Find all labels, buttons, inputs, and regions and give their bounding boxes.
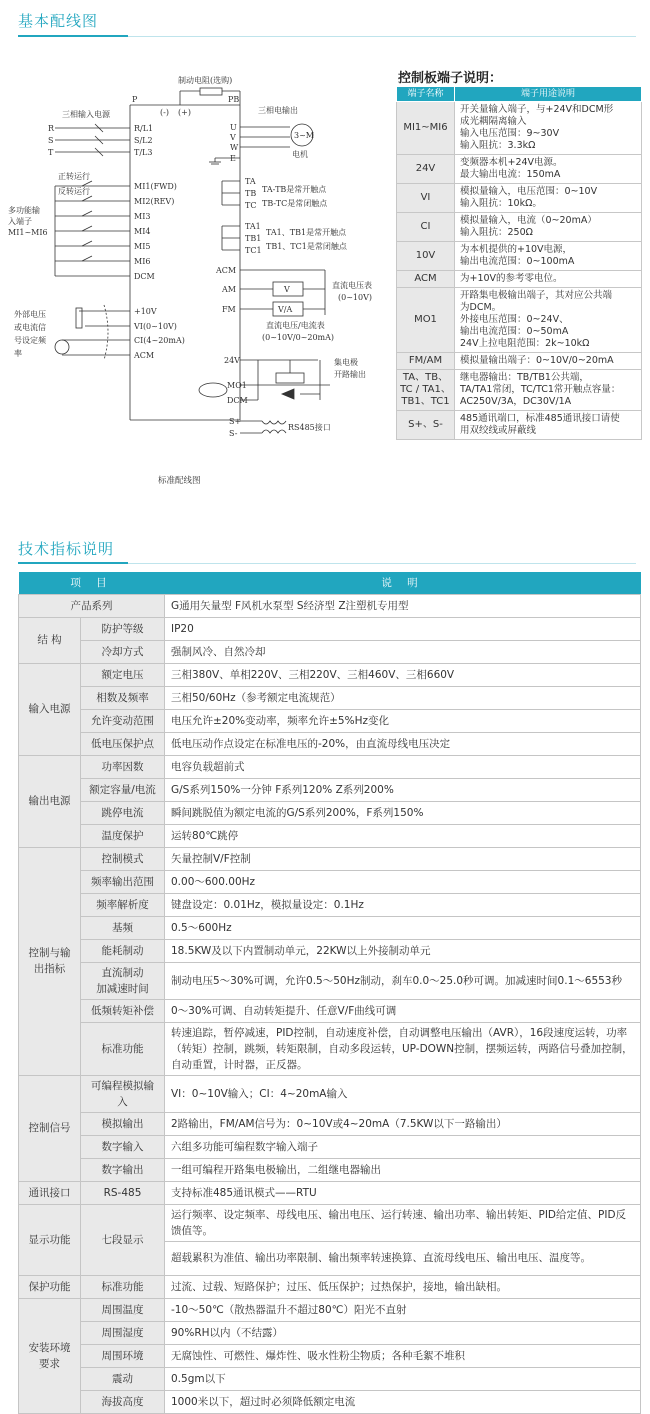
- terminal-name: 24V: [397, 155, 455, 184]
- terminal-minus: (-): [160, 108, 169, 117]
- spec-row: [19, 617, 641, 640]
- terminal-row: [397, 242, 642, 271]
- terminal-desc-line: 模拟量输入，电流（0~20mA）: [460, 215, 597, 226]
- spec-subitem-line: 直流制动: [101, 966, 144, 979]
- terminal-name: [397, 370, 455, 411]
- spec-subitem: 低电压保护点: [81, 732, 165, 755]
- terminal-name: ACM: [397, 271, 455, 288]
- terminal-desc-line: 继电器输出：TB/TB1公共端，: [460, 372, 589, 383]
- terminal-u: U: [230, 123, 237, 132]
- spec-value: 一组可编程开路集电极输出，二组继电器输出: [165, 1158, 641, 1181]
- spec-row: [19, 1135, 641, 1158]
- ext-voltage-label-2: 或电流信: [14, 323, 46, 332]
- terminal-desc-line: 开关量输入端子，与+24V和DCM形: [460, 104, 614, 115]
- spec-row: [19, 824, 641, 847]
- relay-note-1: TA-TB是常开触点: [262, 185, 327, 194]
- spec-value: 三相50/60Hz（参考额定电流规范）: [165, 686, 641, 709]
- terminal-name: S+、S-: [397, 411, 455, 440]
- terminal-mi3: MI3: [134, 212, 151, 221]
- terminal-desc: [455, 155, 642, 184]
- terminal-desc: [455, 242, 642, 271]
- spec-category-line: 安装环境: [28, 1341, 71, 1354]
- spec-subitem: 周围湿度: [81, 1321, 165, 1344]
- section-title-specs: 技术指标说明: [18, 540, 115, 558]
- spec-table: [18, 572, 641, 1414]
- dc-voltmeter-range: (0~10V): [338, 293, 372, 302]
- spec-subitem: 额定容量/电流: [81, 778, 165, 801]
- terminal-desc-line: 输入阻抗：250Ω: [460, 227, 533, 238]
- spec-row: [19, 663, 641, 686]
- terminal-name: MO1: [397, 288, 455, 353]
- spec-category: 输入电源: [19, 663, 81, 755]
- terminal-acm-out: ACM: [216, 266, 237, 275]
- spec-subitem: 周围环境: [81, 1344, 165, 1367]
- terminal-mi5: MI5: [134, 242, 151, 251]
- motor-label: 电机: [292, 150, 308, 159]
- ext-voltage-label-4: 率: [14, 349, 22, 358]
- terminal-desc-line: TA/TA1常闭，TC/TC1常开触点容量：: [460, 384, 621, 395]
- spec-value: IP20: [165, 617, 641, 640]
- spec-value: 运转80℃跳停: [165, 824, 641, 847]
- multi-input-label-3: MI1~MI6: [8, 228, 48, 237]
- spec-row: [19, 999, 641, 1022]
- terminal-name: FM/AM: [397, 353, 455, 370]
- spec-value: 运行频率、设定频率、母线电压、输出电压、运行转速、输出功率、输出转矩、PID给定值、PID反馈值等。: [165, 1204, 641, 1241]
- spec-subitem: 海拔高度: [81, 1390, 165, 1413]
- spec-value: 0.5～600Hz: [165, 916, 641, 939]
- terminal-desc-line: 外接电压范围：0~24V、: [460, 314, 569, 325]
- spec-row: [19, 1181, 641, 1204]
- motor-symbol: 3~M: [294, 131, 314, 140]
- spec-value: 2路输出，FM/AM信号为：0~10V或4~20mA（7.5KW以下一路输出）: [165, 1112, 641, 1135]
- spec-subitem: 低频转矩补偿: [81, 999, 165, 1022]
- terminal-row: [397, 184, 642, 213]
- spec-value: 0～30%可调、自动转矩提升、任意V/F曲线可调: [165, 999, 641, 1022]
- terminal-row: [397, 288, 642, 353]
- terminal-v: V: [230, 133, 236, 142]
- spec-category-line: 出指标: [33, 963, 66, 975]
- terminal-desc-line: 输出电流范围：0~50mA: [460, 326, 569, 337]
- spec-row: [19, 1321, 641, 1344]
- terminal-table: [396, 86, 642, 440]
- terminal-table-title: 控制板端子说明：: [398, 71, 503, 86]
- spec-row: [19, 640, 641, 663]
- spec-row: [19, 870, 641, 893]
- spec-row: [19, 962, 641, 999]
- terminal-pb: PB: [228, 95, 240, 104]
- spec-row: [19, 893, 641, 916]
- terminal-desc: [455, 411, 642, 440]
- terminal-desc: [455, 102, 642, 155]
- spec-category: 产品系列: [19, 594, 165, 617]
- spec-value: 1000米以下，超过时必须降低额定电流: [165, 1390, 641, 1413]
- spec-category-line: 控制与输: [28, 947, 71, 959]
- spec-value: 90%RH以内（不结露）: [165, 1321, 641, 1344]
- spec-row: [19, 1275, 641, 1298]
- spec-category: 输出电源: [19, 755, 81, 847]
- terminal-dcm-out: DCM: [227, 396, 248, 405]
- terminal-desc-line: 成光耦隔离输入: [460, 116, 527, 127]
- terminal-desc: [455, 370, 642, 411]
- spec-row: [19, 709, 641, 732]
- terminal-sl2: S/L2: [134, 136, 153, 145]
- ext-voltage-label-1: 外部电压: [14, 310, 46, 319]
- ext-voltage-label-3: 号设定频: [14, 336, 46, 345]
- diagram-caption: 标准配线图: [158, 476, 201, 486]
- spec-subitem: 跳停电流: [81, 801, 165, 824]
- input-s: S: [48, 136, 54, 145]
- spec-value: 电容负载超前式: [165, 755, 641, 778]
- terminal-rl1: R/L1: [134, 124, 154, 133]
- spec-value: 六组多功能可编程数字输入端子: [165, 1135, 641, 1158]
- spec-subitem: 温度保护: [81, 824, 165, 847]
- terminal-desc-line: 最大输出电流：150mA: [460, 169, 561, 180]
- terminal-row: [397, 102, 642, 155]
- spec-subitem: 控制模式: [81, 847, 165, 870]
- spec-value: 无腐蚀性、可燃性、爆炸性、吸水性粉尘物质；各种毛絮不堆积: [165, 1344, 641, 1367]
- spec-value: 键盘设定：0.01Hz，模拟量设定：0.1Hz: [165, 893, 641, 916]
- terminal-name-line: TB1、TC1: [401, 396, 450, 407]
- spec-row: [19, 1075, 641, 1112]
- spec-value: 支持标准485通讯模式——RTU: [165, 1181, 641, 1204]
- relay-note-3: TA1、TB1是常开触点: [266, 228, 347, 237]
- relay-note-2: TB-TC是常闭触点: [262, 199, 328, 208]
- terminal-tc: TC: [245, 201, 257, 210]
- input-r: R: [48, 124, 55, 133]
- spec-value: 电压允许±20%变动率，频率允许±5%Hz变化: [165, 709, 641, 732]
- terminal-mi2: MI2(REV): [134, 197, 175, 206]
- terminal-desc: [455, 213, 642, 242]
- reverse-run-label: 反转运行: [58, 187, 90, 196]
- terminal-dcm: DCM: [134, 272, 155, 281]
- multi-input-label-1: 多功能输: [8, 206, 40, 215]
- spec-value: 瞬间跳脱值为额定电流的G/S系列200%，F系列150%: [165, 801, 641, 824]
- terminal-am: AM: [222, 285, 236, 294]
- spec-row: [19, 1158, 641, 1181]
- terminal-header-desc: 端子用途说明: [455, 87, 642, 102]
- spec-row: [19, 916, 641, 939]
- terminal-desc-line: 为+10V的参考零电位。: [460, 273, 563, 284]
- terminal-plus: (+): [178, 108, 191, 117]
- spec-value: 低电压动作点设定在标准电压的-20%，由直流母线电压决定: [165, 732, 641, 755]
- terminal-desc-line: 输入阻抗：3.3kΩ: [460, 140, 536, 151]
- spec-subitem: 震动: [81, 1367, 165, 1390]
- spec-subitem: 功率因数: [81, 755, 165, 778]
- spec-category-line: 要求: [39, 1357, 60, 1370]
- spec-value: 0.00～600.00Hz: [165, 870, 641, 893]
- spec-subitem: 可编程模拟输入: [81, 1075, 165, 1112]
- terminal-mi6: MI6: [134, 257, 151, 266]
- spec-subitem: 允许变动范围: [81, 709, 165, 732]
- spec-subitem: [81, 962, 165, 999]
- terminal-header-name: 端子名称: [397, 87, 455, 102]
- terminal-row: [397, 213, 642, 242]
- three-phase-output-label: 三相电输出: [258, 106, 298, 115]
- spec-row: [19, 732, 641, 755]
- dc-va-meter-label: 直流电压/电流表: [266, 321, 325, 330]
- section-divider: [18, 36, 636, 37]
- spec-row: [19, 847, 641, 870]
- terminal-name: CI: [397, 213, 455, 242]
- three-phase-input-label: 三相输入电源: [62, 110, 110, 119]
- spec-category: 结 构: [19, 617, 81, 663]
- spec-value: VI：0~10V输入；CI：4~20mA输入: [165, 1075, 641, 1112]
- terminal-tb1: TB1: [245, 234, 262, 243]
- multi-input-label-2: 入端子: [8, 217, 32, 226]
- spec-value: 强制风冷、自然冷却: [165, 640, 641, 663]
- spec-subitem-line: 加减速时间: [96, 982, 149, 995]
- spec-header-desc: 说 明: [165, 572, 641, 594]
- spec-subitem: RS-485: [81, 1181, 165, 1204]
- terminal-acm: ACM: [134, 351, 155, 360]
- spec-category: 通讯接口: [19, 1181, 81, 1204]
- terminal-mi1: MI1(FWD): [134, 182, 177, 191]
- terminal-desc-line: 输入阻抗：10kΩ。: [460, 198, 542, 209]
- spec-subitem: 数字输入: [81, 1135, 165, 1158]
- terminal-s-plus: S+: [229, 417, 242, 426]
- spec-subitem: 标准功能: [81, 1022, 165, 1075]
- terminal-desc: [455, 353, 642, 370]
- spec-row: [19, 1367, 641, 1390]
- terminal-desc: [455, 184, 642, 213]
- terminal-mo1: MO1: [227, 381, 247, 390]
- spec-subitem: 周围温度: [81, 1298, 165, 1321]
- dc-voltmeter-label: 直流电压表: [332, 281, 372, 290]
- spec-subitem: 基频: [81, 916, 165, 939]
- terminal-row: [397, 155, 642, 184]
- terminal-desc-line: 输出电流范围：0~100mA: [460, 256, 575, 267]
- spec-value: 转速追踪，暂停减速，PID控制，自动速度补偿，自动调整电压输出（AVR），16段速度运转，功率（转矩）控制，跳频，转矩限制，自动多段运转，UP-DOWN控制，摆频运转，两路信号叠加控制，自动重置，计时器，正反器。: [165, 1022, 641, 1075]
- spec-row: [19, 594, 641, 617]
- spec-subitem: 能耗制动: [81, 939, 165, 962]
- spec-row: [19, 1022, 641, 1075]
- terminal-s-minus: S-: [229, 429, 238, 438]
- spec-category: [19, 1298, 81, 1413]
- terminal-desc-line: 为DCM。: [460, 302, 502, 313]
- spec-value: 制动电压5～30%可调，允许0.5～50Hz制动，刹车0.0～25.0秒可调。加减速时间0.1～6553秒: [165, 962, 641, 999]
- spec-value: G通用矢量型 F风机水泵型 S经济型 Z注塑机专用型: [165, 594, 641, 617]
- va-meter-box: V/A: [278, 305, 293, 314]
- spec-row: [19, 778, 641, 801]
- terminal-desc-line: 变频器本机+24V电源。: [460, 157, 563, 168]
- terminal-row: [397, 370, 642, 411]
- spec-row: [19, 1390, 641, 1413]
- spec-row: [19, 1344, 641, 1367]
- terminal-desc-line: 模拟量输入，电压范围：0~10V: [460, 186, 598, 197]
- spec-value: G/S系列150%一分钟 F系列120% Z系列200%: [165, 778, 641, 801]
- terminal-name: 10V: [397, 242, 455, 271]
- spec-row: [19, 755, 641, 778]
- spec-row: [19, 1298, 641, 1321]
- terminal-desc-line: 24V上拉电阻范围：2k~10kΩ: [460, 338, 590, 349]
- spec-category: 显示功能: [19, 1204, 81, 1275]
- spec-subitem: 数字输出: [81, 1158, 165, 1181]
- terminal-desc-line: 为本机提供的+10V电源，: [460, 244, 573, 255]
- terminal-desc: [455, 271, 642, 288]
- terminal-desc-line: 输入电压范围：9~30V: [460, 128, 560, 139]
- spec-category: [19, 847, 81, 1075]
- terminal-name: VI: [397, 184, 455, 213]
- relay-note-4: TB1、TC1是常闭触点: [266, 242, 347, 251]
- terminal-tc1: TC1: [245, 246, 262, 255]
- spec-subitem: 七段显示: [81, 1204, 165, 1275]
- dc-va-meter-range: (0~10V/0~20mA): [262, 333, 335, 342]
- spec-row: [19, 1112, 641, 1135]
- terminal-name-line: TC / TA1、: [400, 384, 451, 395]
- terminal-row: [397, 411, 642, 440]
- spec-subitem: 防护等级: [81, 617, 165, 640]
- section-title-wiring: 基本配线图: [18, 12, 99, 30]
- spec-value: 三相380V、单相220V、三相220V、三相460V、三相660V: [165, 663, 641, 686]
- spec-subitem: 频率解析度: [81, 893, 165, 916]
- terminal-row: [397, 271, 642, 288]
- spec-subitem: 频率输出范围: [81, 870, 165, 893]
- terminal-10v: +10V: [134, 307, 157, 316]
- open-output-label: 开路输出: [334, 370, 366, 379]
- terminal-desc-line: 开路集电极输出端子，其对应公共端: [460, 290, 613, 301]
- terminal-desc: [455, 288, 642, 353]
- spec-value: 矢量控制V/F控制: [165, 847, 641, 870]
- terminal-ta: TA: [245, 177, 256, 186]
- spec-value: 过流、过载、短路保护；过压、低压保护；过热保护，接地，输出缺相。: [165, 1275, 641, 1298]
- terminal-ta1: TA1: [245, 222, 261, 231]
- spec-value: 18.5KW及以下内置制动单元，22KW以上外接制动单元: [165, 939, 641, 962]
- brake-resistor-label: 制动电阻(选购): [178, 76, 233, 85]
- spec-header-item: 项 目: [19, 572, 165, 594]
- spec-value: 0.5gm以下: [165, 1367, 641, 1390]
- terminal-name-line: TA、TB、: [402, 372, 449, 383]
- spec-category: 控制信号: [19, 1075, 81, 1181]
- spec-value: 超载累积为准值、输出功率限制、输出频率转速换算、直流母线电压、输出电压、温度等。: [165, 1241, 641, 1275]
- section-divider: [18, 563, 636, 564]
- terminal-desc-line: 模拟量输出端子：0~10V/0~20mA: [460, 355, 614, 366]
- terminal-tb: TB: [245, 189, 257, 198]
- terminal-name: MI1~MI6: [397, 102, 455, 155]
- spec-row: [19, 939, 641, 962]
- spec-subitem: 标准功能: [81, 1275, 165, 1298]
- spec-subitem: 冷却方式: [81, 640, 165, 663]
- terminal-ci: CI(4~20mA): [134, 336, 185, 345]
- spec-subitem: 额定电压: [81, 663, 165, 686]
- terminal-row: [397, 353, 642, 370]
- spec-subitem: 相数及频率: [81, 686, 165, 709]
- rs485-label: RS485接口: [288, 423, 331, 432]
- voltmeter-box: V: [284, 285, 290, 294]
- terminal-desc-line: 485通讯端口，标准485通讯接口请使: [460, 413, 620, 424]
- spec-value: -10～50℃（散热器温升不超过80℃）阳光不直射: [165, 1298, 641, 1321]
- terminal-vi: VI(0~10V): [134, 322, 177, 331]
- terminal-mi4: MI4: [134, 227, 151, 236]
- terminal-tl3: T/L3: [134, 148, 153, 157]
- spec-category: 保护功能: [19, 1275, 81, 1298]
- forward-run-label: 正转运行: [58, 172, 90, 181]
- spec-row: [19, 801, 641, 824]
- collector-label: 集电极: [334, 358, 358, 367]
- spec-row: [19, 1204, 641, 1241]
- terminal-24v: 24V: [224, 356, 240, 365]
- spec-subitem: 模拟输出: [81, 1112, 165, 1135]
- terminal-desc-line: AC250V/3A，DC30V/1A: [460, 396, 572, 407]
- terminal-e: E: [230, 154, 236, 163]
- terminal-p: P: [132, 95, 138, 104]
- wiring-diagram: [0, 55, 390, 495]
- input-t: T: [48, 148, 54, 157]
- spec-row: [19, 686, 641, 709]
- terminal-w: W: [230, 143, 239, 152]
- terminal-fm: FM: [222, 305, 236, 314]
- terminal-desc-line: 用双绞线或屏蔽线: [460, 425, 537, 436]
